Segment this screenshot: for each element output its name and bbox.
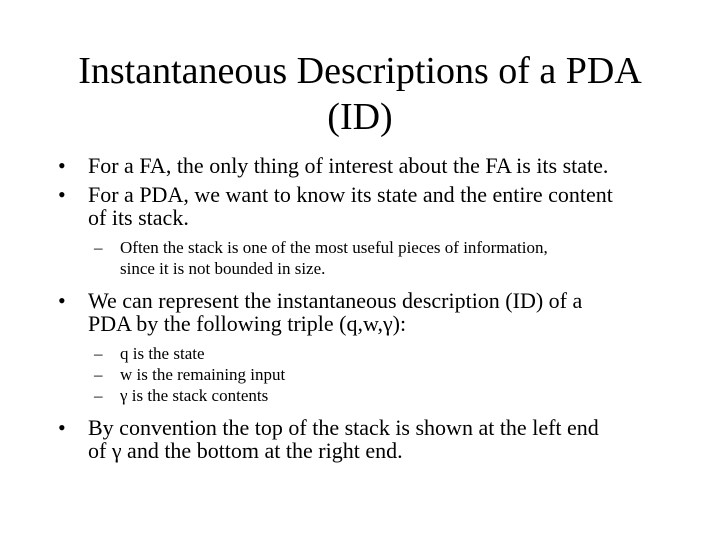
slide-title [0, 48, 720, 140]
sub-bullet-group-triple [58, 343, 698, 406]
bullet-fa-state [58, 154, 698, 177]
bullet-marker: • [58, 182, 66, 207]
bullet-marker: • [58, 288, 66, 313]
slide-content [58, 154, 698, 468]
sub-bullet-text-line-2: since it is not bounded in size. [120, 259, 326, 278]
sub-bullet-marker: – [94, 238, 103, 257]
sub-bullet-marker: – [94, 344, 103, 363]
title-line-1: Instantaneous Descriptions of a PDA [78, 50, 642, 92]
sub-bullet-text: γ is the stack contents [120, 386, 269, 405]
bullet-marker: • [58, 415, 66, 440]
bullet-text-line-1: For a PDA, we want to know its state and the entire content [88, 182, 613, 207]
bullet-stack-convention [58, 416, 698, 462]
bullet-text-line-2: PDA by the following triple (q,w,γ): [88, 311, 407, 336]
sub-bullet-marker: – [94, 386, 103, 405]
sub-bullet-w [58, 364, 698, 385]
sub-bullet-q [58, 343, 698, 364]
sub-bullet-text: q is the state [120, 344, 205, 363]
sub-bullet-gamma [58, 385, 698, 406]
bullet-id-triple [58, 289, 698, 335]
sub-bullet-group-stack [58, 237, 698, 279]
bullet-text-line-1: By convention the top of the stack is shown at the left end [88, 415, 599, 440]
bullet-text: For a FA, the only thing of interest about the FA is its state. [88, 153, 609, 178]
bullet-text-line-1: We can represent the instantaneous description (ID) of a [88, 288, 583, 313]
bullet-text-line-2: of its stack. [88, 205, 189, 230]
sub-bullet-text: w is the remaining input [120, 365, 286, 384]
bullet-pda-state-stack [58, 183, 698, 229]
sub-bullet-stack-useful [58, 237, 698, 279]
title-line-2: (ID) [327, 96, 393, 138]
bullet-text-line-2: of γ and the bottom at the right end. [88, 438, 403, 463]
bullet-marker: • [58, 153, 66, 178]
sub-bullet-marker: – [94, 365, 103, 384]
sub-bullet-text-line-1: Often the stack is one of the most useful pieces of information, [120, 238, 548, 257]
